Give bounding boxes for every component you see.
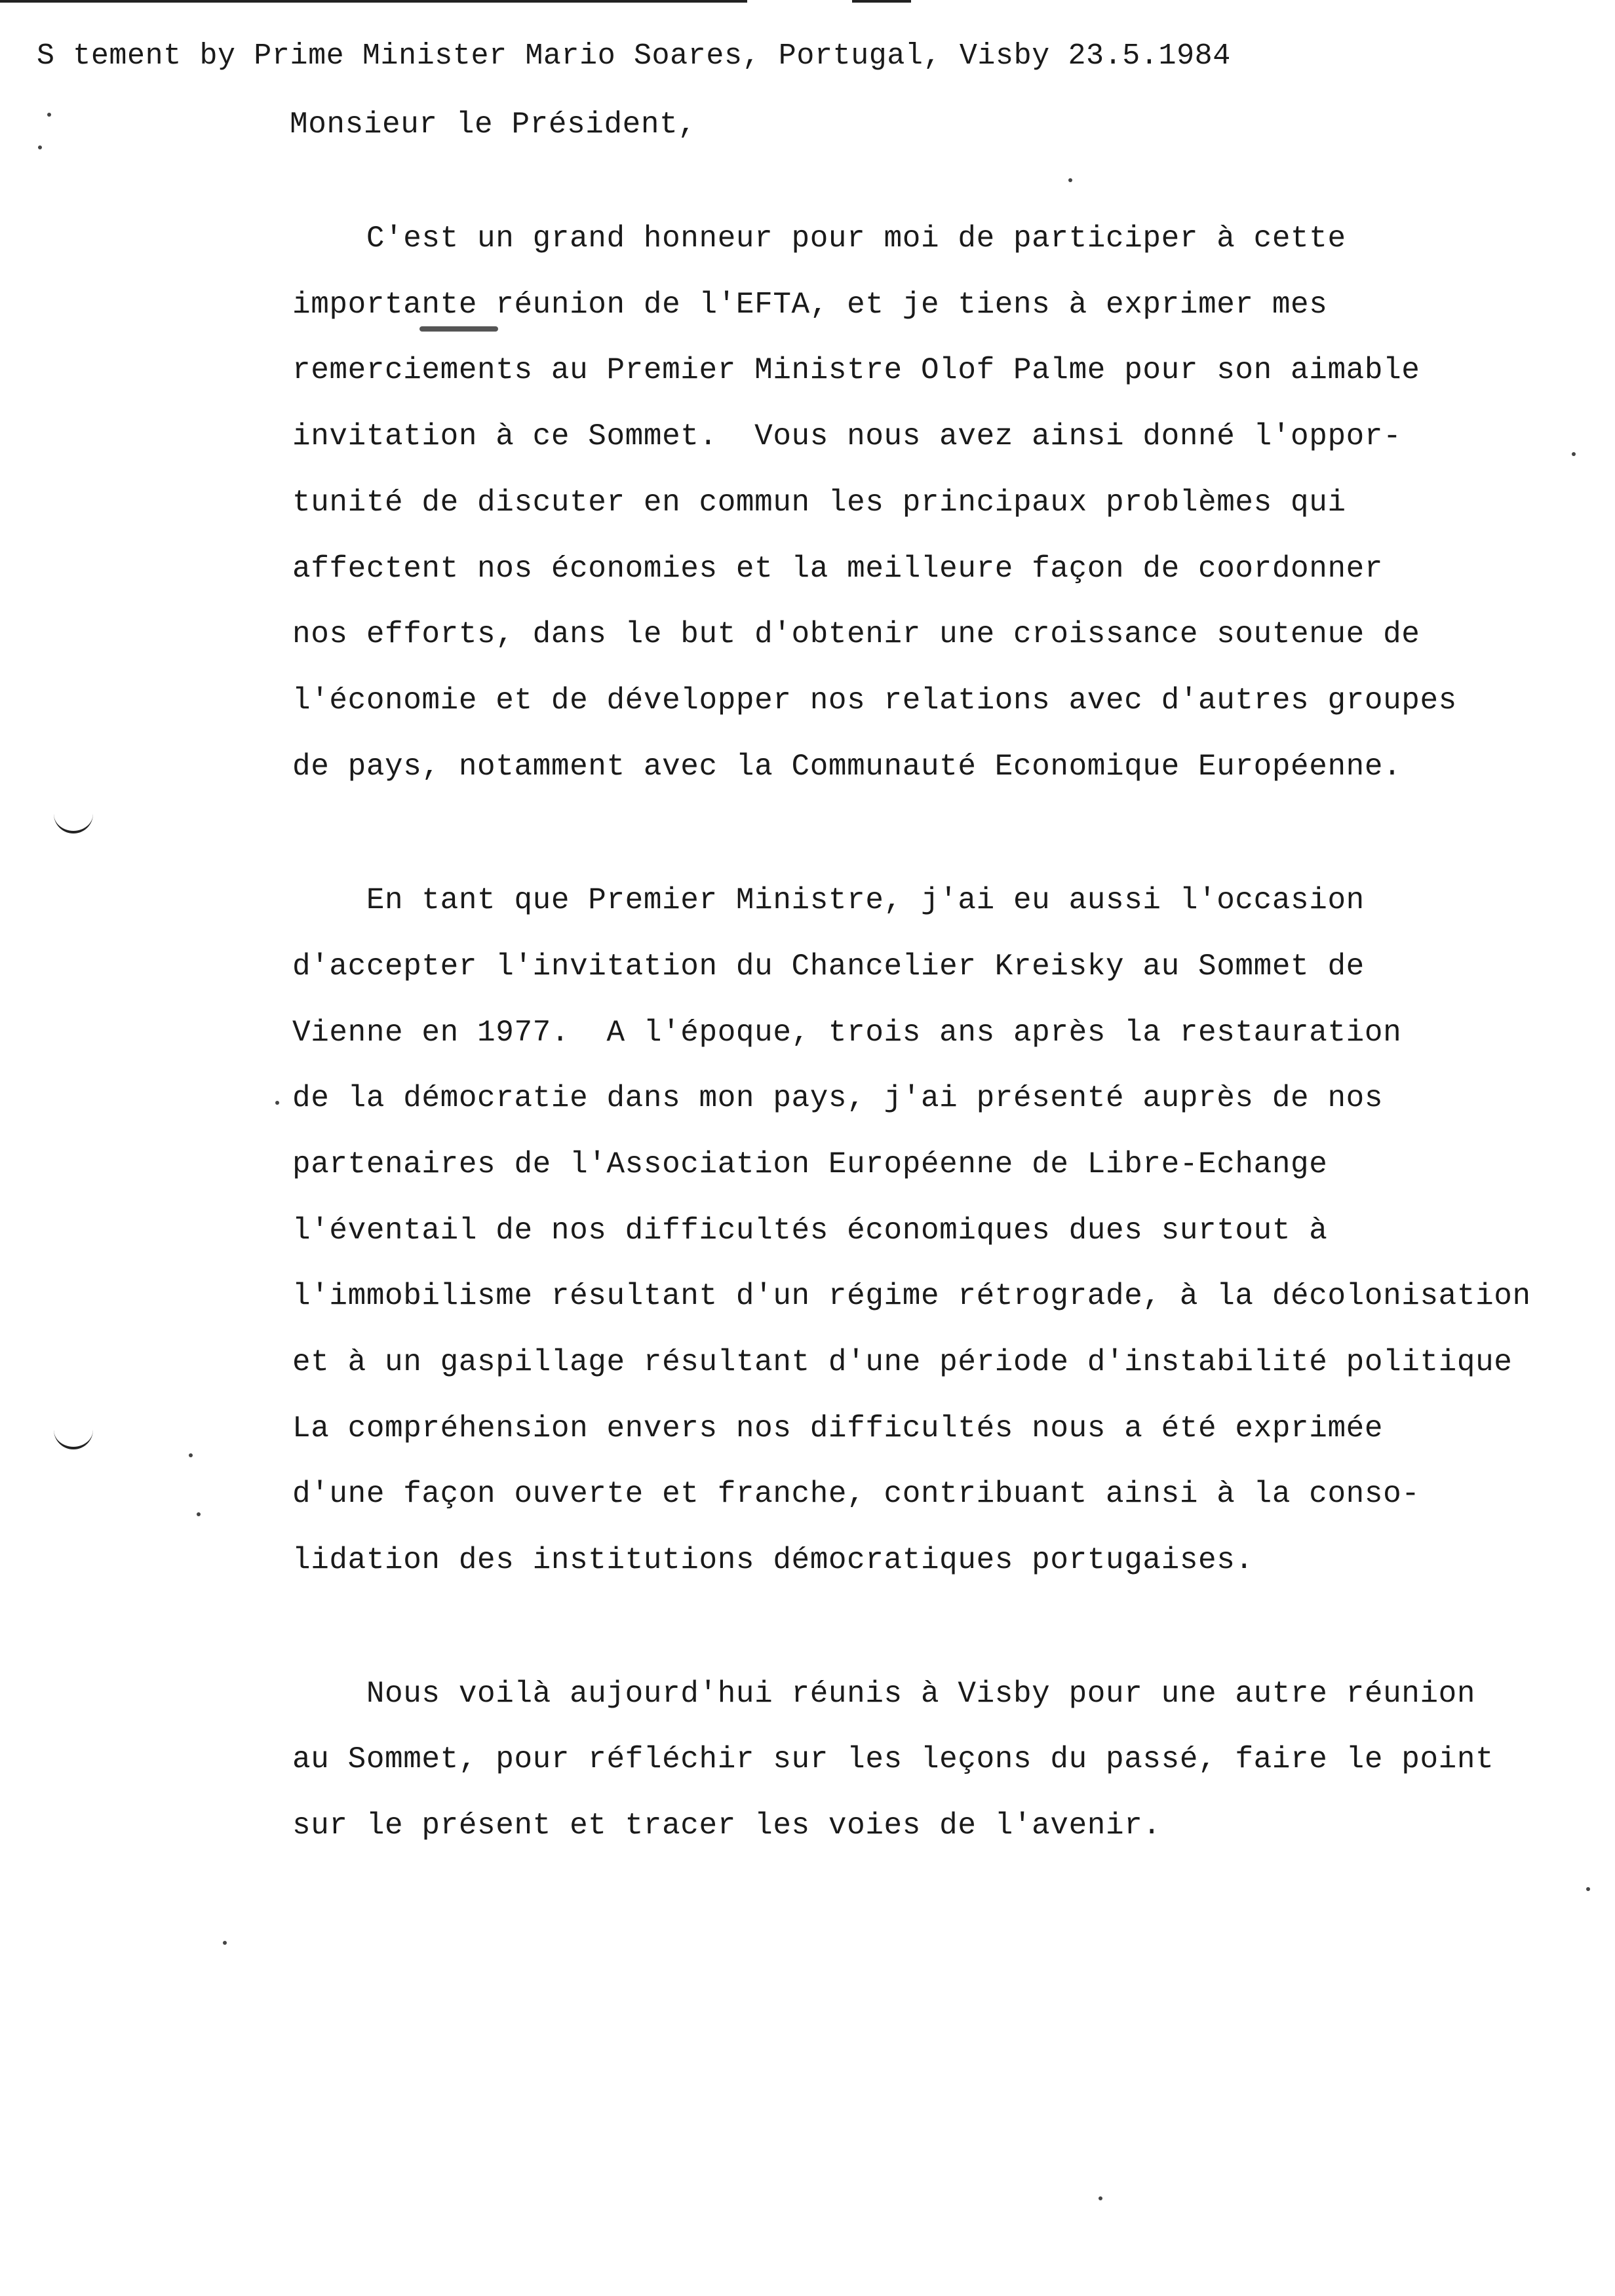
document-header: S tement by Prime Minister Mario Soares, Portugal, Visby 23.5.1984 [37, 39, 1231, 73]
text-line: lidation des institutions démocratiques portugaises. [292, 1543, 1254, 1577]
margin-hole-mark [54, 811, 93, 833]
text-line: l'économie et de développer nos relations avec d'autres groupes [292, 683, 1457, 718]
text-line: d'une façon ouverte et franche, contribuant ainsi à la conso- [292, 1477, 1420, 1511]
top-rule [0, 0, 747, 3]
text-line: La compréhension envers nos difficultés nous a été exprimée [292, 1411, 1384, 1445]
text-line: et à un gaspillage résultant d'une période d'instabilité politique [292, 1345, 1513, 1379]
salutation: Monsieur le Président, [290, 107, 697, 142]
scan-speck [189, 1453, 193, 1457]
scan-speck [223, 1941, 227, 1945]
text-line: sur le présent et tracer les voies de l'avenir. [292, 1808, 1161, 1843]
scan-speck [1068, 178, 1072, 182]
ink-smudge [419, 326, 498, 332]
text-line: En tant que Premier Ministre, j'ai eu aussi l'occasion [292, 883, 1365, 917]
text-line: l'éventail de nos difficultés économiques dues surtout à [292, 1214, 1328, 1248]
text-line: invitation à ce Sommet. Vous nous avez ainsi donné l'oppor- [292, 419, 1402, 453]
scan-speck [1586, 1887, 1590, 1891]
text-line: nos efforts, dans le but d'obtenir une croissance soutenue de [292, 617, 1420, 651]
scan-speck [38, 145, 42, 149]
margin-hole-mark [54, 1427, 93, 1449]
text-line: l'immobilisme résultant d'un régime rétrograde, à la décolonisation [292, 1279, 1531, 1313]
text-line: au Sommet, pour réfléchir sur les leçons du passé, faire le point [292, 1742, 1494, 1776]
scan-speck [1572, 452, 1576, 456]
text-line: Vienne en 1977. A l'époque, trois ans après la restauration [292, 1016, 1402, 1050]
scan-speck [1099, 2196, 1102, 2200]
text-line: de la démocratie dans mon pays, j'ai présenté auprès de nos [292, 1081, 1384, 1115]
scan-speck [275, 1101, 279, 1105]
text-line: tunité de discuter en commun les principaux problèmes qui [292, 486, 1346, 520]
text-line: remerciements au Premier Ministre Olof Palme pour son aimable [292, 353, 1420, 387]
text-line: Nous voilà aujourd'hui réunis à Visby pour une autre réunion [292, 1677, 1476, 1711]
text-line: d'accepter l'invitation du Chancelier Kreisky au Sommet de [292, 949, 1365, 984]
text-line: importante réunion de l'EFTA, et je tiens à exprimer mes [292, 288, 1328, 322]
text-line: partenaires de l'Association Européenne de Libre-Echange [292, 1147, 1328, 1181]
scan-speck [197, 1512, 201, 1516]
text-line: C'est un grand honneur pour moi de participer à cette [292, 221, 1346, 256]
text-line: de pays, notamment avec la Communauté Economique Européenne. [292, 750, 1402, 784]
text-line: affectent nos économies et la meilleure façon de coordonner [292, 552, 1384, 586]
top-rule-fragment [852, 0, 911, 3]
scan-speck [47, 113, 51, 117]
